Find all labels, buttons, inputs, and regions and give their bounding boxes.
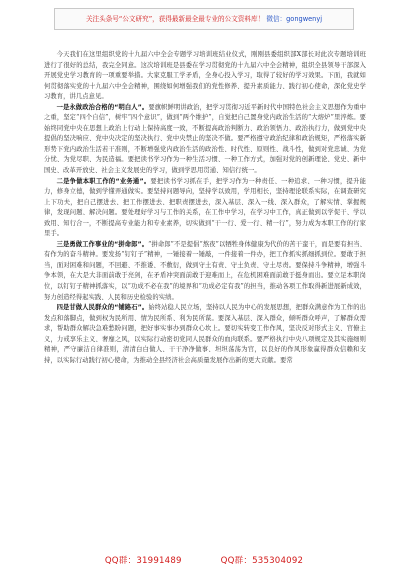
document-body	[44, 50, 366, 540]
footer	[0, 554, 408, 566]
intro-paragraph: 今天我们在这里组织党的十九届六中全会专题学习培训班结业仪式，刚刚县委组织部X部长对此次专题培训班进行了很好的总结，我完全同意。这次培训班是县委在学习贯彻党的十九届六中全会精神，组织全县领导干部深入开展党史学习教育的一项重要举措。大家克服工学矛盾，全身心投入学习，取得了较好的学习效果。下面，我就如何贯彻落实党的十九届六中全会精神，围绕如何增强我们的党性修养、提升素质能力、践行初心使命，深化党史学习教育，讲几点意见。	[44, 51, 366, 101]
header-banner	[54, 8, 354, 30]
section-4-heading: 四是甘做人民群众的“铺路石”。	[56, 304, 149, 312]
footer-qq-group-2: QQ群：535304092	[220, 556, 304, 566]
section-1-text: 要旗帜鲜明讲政治，把学习贯彻习近平新时代中国特色社会主义思想作为重中之重，坚定“四个自信”，树牢“四个意识”，做到“两个维护”，自觉把自己置身党内政治生活的“大熔炉”里淬炼。要始终同党中央在思想上政治上行动上保持高度一致，不断提高政治判断力、政治领悟力、政治执行力，做到党中央提倡的坚决响应、党中央决定的坚决执行、党中央禁止的坚决不做。要严格遵守政治纪律和政治规矩，严格落实新形势下党内政治生活若干准则，不断增强党内政治生活的政治性、时代性、原则性、战斗性，做到对党忠诚、为党分忧、为党尽职、为民造福。要把读书学习作为一种生活习惯、一种工作方式，加强对党的创新理论、党史、新中国史、改革开放史、社会主义发展史的学习，做到学思用贯通、知信行统一。	[44, 103, 366, 175]
section-3-text: “拼命郎”不是提倡“熬夜”以牺牲身体健康为代价的苦干蛮干，而是要有担当、有作为的奋斗精神。要发扬“钉钉子”精神，一锤接着一锤敲，一件接着一件办，把工作抓实抓细抓到位。要敢于担当，面对困难和问题，不回避、不推诿、不敷衍，做到守土有责、守土负责、守土尽责。要保持斗争精神，增强斗争本领，在大是大非面前敢于亮剑，在矛盾冲突面前敢于迎难而上，在危机困难面前敢于挺身而出。要立足本职岗位，以钉钉子精神抓落实，以“功成不必在我”的境界和“功成必定有我”的担当，推动各项工作取得新进展新成效，努力创造经得起实践、人民和历史检验的实绩。	[44, 240, 366, 301]
header-wechat: 微信：gongwenyj	[266, 15, 323, 23]
section-4-text: 始终站稳人民立场，坚持以人民为中心的发展思想，把群众满意作为工作的出发点和落脚点，做到权为民所用、情为民所系、利为民所谋。要深入基层、深入群众，倾听群众呼声，了解群众需求，帮助群众解决急难愁盼问题，把好事实事办到群众心坎上。要切实转变工作作风，坚决反对形式主义、官僚主义，力戒享乐主义、奢靡之风，以实际行动密切党同人民群众的血肉联系。要严格执行中央八项规定及其实施细则精神，严守廉洁自律准则，清清白白做人、干干净净做事、坦坦荡荡为官，以良好的作风形象赢得群众信赖和支持，以实际行动践行初心使命，为推动全县经济社会高质量发展作出新的更大贡献。要常	[44, 304, 366, 364]
section-2-paragraph	[44, 177, 366, 240]
section-1-paragraph	[44, 103, 366, 177]
section-1-heading: 一是永做政治合格的“明白人”。	[56, 103, 149, 111]
footer-qq-group-1: QQ群：31991489	[104, 556, 182, 566]
section-2-text: 要把读书学习抓在手，把学习作为一种责任、一种追求、一种习惯，提升能力，修身立德，做到学懂弄通做实。要坚持问题导向，坚持学以致用，学用相长，坚持理论联系实际，在调查研究上下功夫，把自己摆进去、把工作摆进去、把职责摆进去，深入基层、深入一线、深入群众，了解实情、掌握规律，发现问题、解决问题。要处理好学习与工作的关系，在工作中学习，在学习中工作，真正做到以学促干、学以致用、知行合一，不断提高专业能力和专业素养，切实做到“干一行、爱一行、精一行”，努力成为本职工作的行家里手。	[44, 177, 366, 238]
section-4-paragraph	[44, 303, 366, 366]
section-3-heading: 三是勇做工作事业的“拼命郎”。	[56, 240, 149, 248]
section-3-paragraph	[44, 240, 366, 303]
header-notice: 关注头条号“公文研究”，获得最新最全最专业的公文资料库！	[85, 15, 265, 23]
section-2-heading: 二是争做本职工作的“业务通”。	[56, 177, 151, 185]
